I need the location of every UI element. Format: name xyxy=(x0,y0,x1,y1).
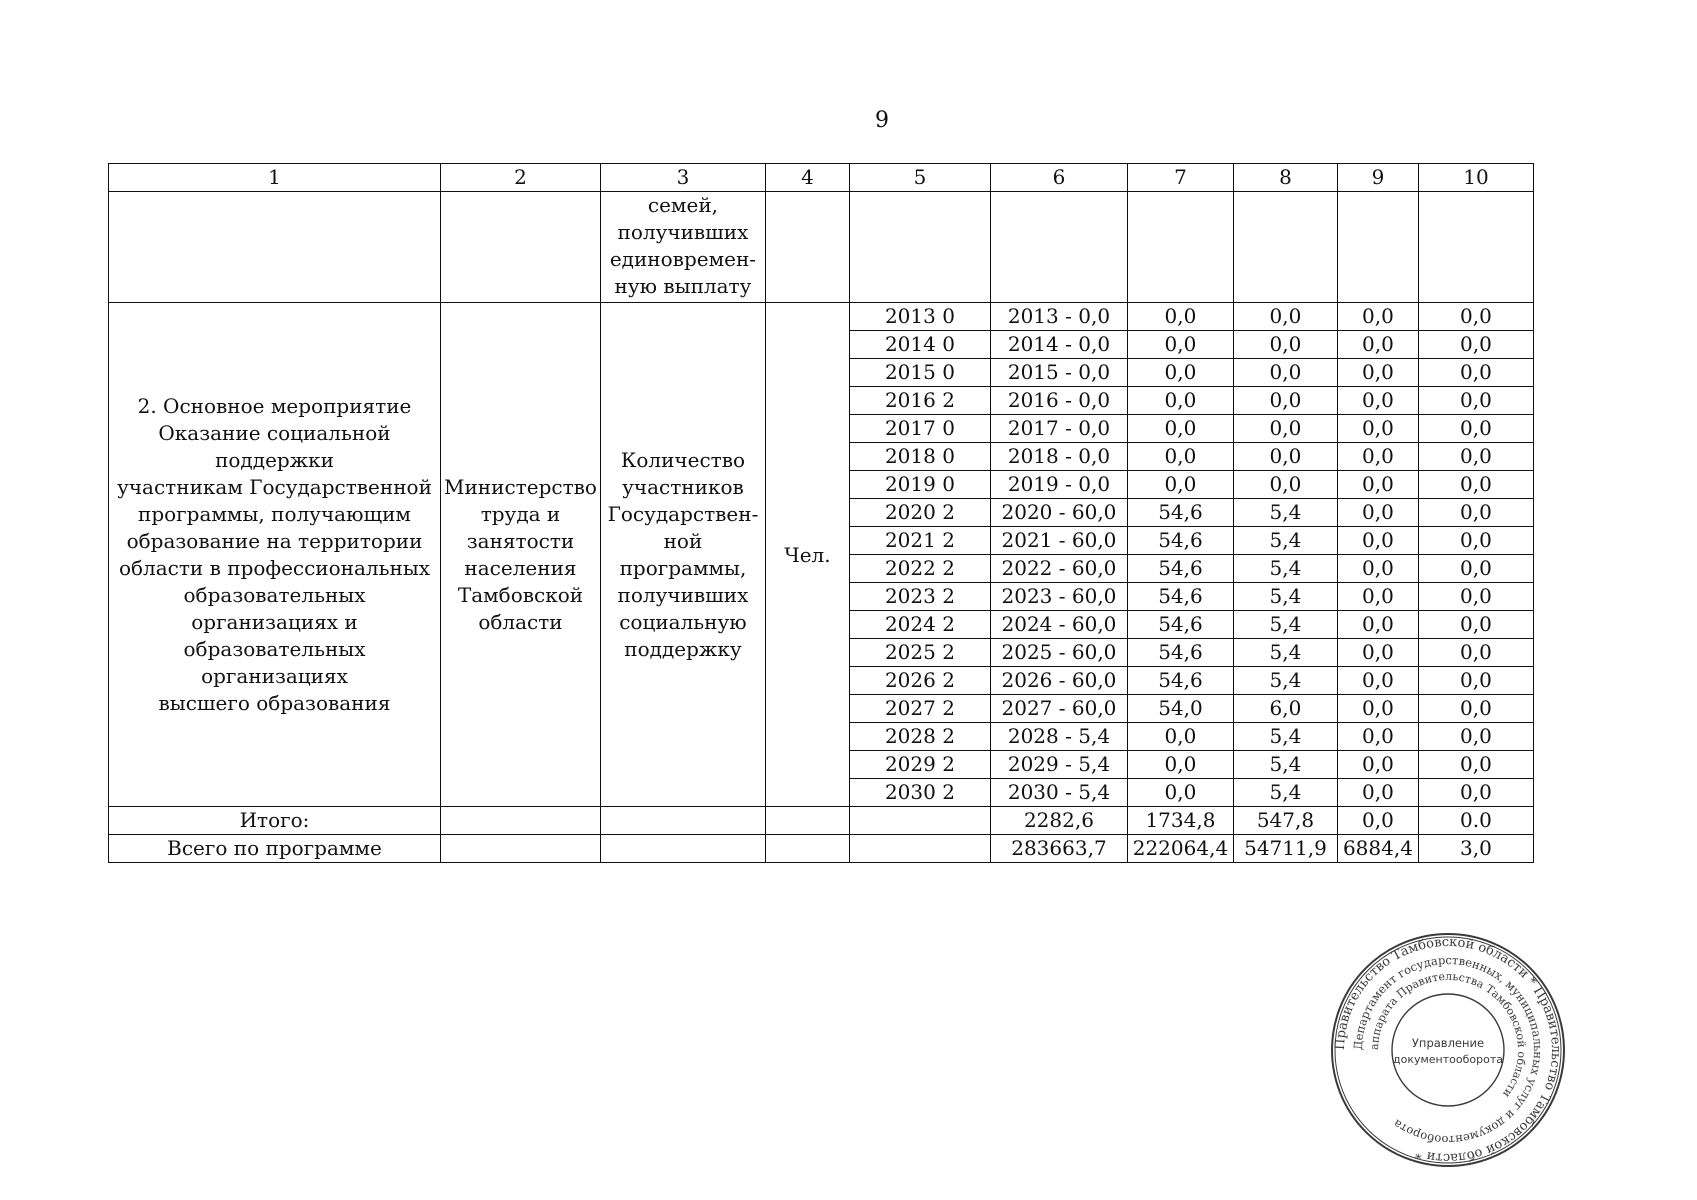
measure-name-cell: 2. Основное мероприятие Оказание социальной поддержки участникам Государственной программы, получающим образование на территории области в профессиональных образовательных организациях и образовательных организациях высшего образования xyxy=(109,303,441,807)
cell-col6: 2029 - 5,4 xyxy=(990,751,1127,779)
cell-col6: 2027 - 60,0 xyxy=(990,695,1127,723)
column-header: 9 xyxy=(1337,164,1418,192)
cell-col10: 0,0 xyxy=(1418,555,1533,583)
cell-col5: 2023 2 xyxy=(849,583,990,611)
cell-col5: 2020 2 xyxy=(849,499,990,527)
itogo-row xyxy=(109,807,1534,835)
vsego-col10: 3,0 xyxy=(1418,835,1533,863)
cell-col8: 5,4 xyxy=(1233,751,1337,779)
cell-col6: 2025 - 60,0 xyxy=(990,639,1127,667)
column-header: 6 xyxy=(990,164,1127,192)
cell-col7: 0,0 xyxy=(1127,751,1233,779)
indicator-cell: Количество участников Государствен- ной программы, получивших социальную поддержку xyxy=(600,303,765,807)
cell-col8: 0,0 xyxy=(1233,471,1337,499)
cell-col10: 0,0 xyxy=(1418,387,1533,415)
page-number: 9 xyxy=(875,108,889,133)
official-stamp xyxy=(1330,932,1566,1168)
cell-col6: 2024 - 60,0 xyxy=(990,611,1127,639)
cell-col7: 54,6 xyxy=(1127,499,1233,527)
cell-col5: 2014 0 xyxy=(849,331,990,359)
cell-col9: 0,0 xyxy=(1337,387,1418,415)
cell-col9: 0,0 xyxy=(1337,695,1418,723)
cell-col6: 2018 - 0,0 xyxy=(990,443,1127,471)
cell-col8: 0,0 xyxy=(1233,303,1337,331)
cell-col5: 2017 0 xyxy=(849,415,990,443)
cell-col9: 0,0 xyxy=(1337,303,1418,331)
cell-col8: 5,4 xyxy=(1233,667,1337,695)
cell-col10: 0,0 xyxy=(1418,303,1533,331)
itogo-col10: 0.0 xyxy=(1418,807,1533,835)
vsego-row xyxy=(109,835,1534,863)
cell-col7: 54,0 xyxy=(1127,695,1233,723)
cell-col7: 0,0 xyxy=(1127,779,1233,807)
stamp-middle-text: Департамент государственных, муниципальных услуг и документооборота xyxy=(1350,952,1546,1148)
cell-col9: 0,0 xyxy=(1337,611,1418,639)
cell-col6: 2019 - 0,0 xyxy=(990,471,1127,499)
vsego-col9: 6884,4 xyxy=(1337,835,1418,863)
cell-col8: 0,0 xyxy=(1233,387,1337,415)
cell-col9: 0,0 xyxy=(1337,527,1418,555)
cell-col7: 0,0 xyxy=(1127,471,1233,499)
cell-col7: 0,0 xyxy=(1127,443,1233,471)
cell-col7: 54,6 xyxy=(1127,667,1233,695)
cell-col6: 2022 - 60,0 xyxy=(990,555,1127,583)
cell-col7: 54,6 xyxy=(1127,555,1233,583)
cell-col8: 5,4 xyxy=(1233,583,1337,611)
itogo-col9: 0,0 xyxy=(1337,807,1418,835)
vsego-col6: 283663,7 xyxy=(990,835,1127,863)
cell-col10: 0,0 xyxy=(1418,443,1533,471)
cell-col10: 0,0 xyxy=(1418,723,1533,751)
cell-col7: 54,6 xyxy=(1127,611,1233,639)
column-header: 3 xyxy=(600,164,765,192)
cell-col9: 0,0 xyxy=(1337,415,1418,443)
cell-col9: 0,0 xyxy=(1337,359,1418,387)
cell-col5: 2015 0 xyxy=(849,359,990,387)
cell-col7: 0,0 xyxy=(1127,387,1233,415)
column-header: 8 xyxy=(1233,164,1337,192)
itogo-col6: 2282,6 xyxy=(990,807,1127,835)
cell-col5: 2026 2 xyxy=(849,667,990,695)
cell-col6: 2014 - 0,0 xyxy=(990,331,1127,359)
cell-col10: 0,0 xyxy=(1418,527,1533,555)
itogo-label: Итого: xyxy=(109,807,441,835)
cell-col6: 2017 - 0,0 xyxy=(990,415,1127,443)
cell-col5: 2018 0 xyxy=(849,443,990,471)
cell-col5: 2025 2 xyxy=(849,639,990,667)
program-table xyxy=(108,163,1534,863)
cell-col9: 0,0 xyxy=(1337,779,1418,807)
cell-col10: 0,0 xyxy=(1418,359,1533,387)
cell-col8: 5,4 xyxy=(1233,723,1337,751)
cell-col5: 2016 2 xyxy=(849,387,990,415)
continuation-indicator-cell: семей, получивших единовремен- ную выплату xyxy=(600,192,765,303)
cell-col8: 0,0 xyxy=(1233,443,1337,471)
cell-col10: 0,0 xyxy=(1418,471,1533,499)
column-header: 10 xyxy=(1418,164,1533,192)
cell-col7: 0,0 xyxy=(1127,303,1233,331)
vsego-col7: 222064,4 xyxy=(1127,835,1233,863)
cell-col7: 0,0 xyxy=(1127,723,1233,751)
cell-col10: 0,0 xyxy=(1418,583,1533,611)
stamp-outer-text: Правительство Тамбовской области * Правительство Тамбовской области * xyxy=(1332,934,1564,1166)
cell-col5: 2030 2 xyxy=(849,779,990,807)
cell-col8: 0,0 xyxy=(1233,415,1337,443)
cell-col7: 0,0 xyxy=(1127,331,1233,359)
executor-cell: Министерство труда и занятости населения Тамбовской области xyxy=(441,303,601,807)
stamp-center-line2: документооборота xyxy=(1393,1053,1503,1066)
cell-col9: 0,0 xyxy=(1337,751,1418,779)
cell-col6: 2028 - 5,4 xyxy=(990,723,1127,751)
column-header: 5 xyxy=(849,164,990,192)
column-header: 2 xyxy=(441,164,601,192)
cell-col10: 0,0 xyxy=(1418,695,1533,723)
cell-col10: 0,0 xyxy=(1418,639,1533,667)
cell-col9: 0,0 xyxy=(1337,667,1418,695)
cell-col10: 0,0 xyxy=(1418,331,1533,359)
cell-col6: 2016 - 0,0 xyxy=(990,387,1127,415)
cell-col6: 2015 - 0,0 xyxy=(990,359,1127,387)
cell-col9: 0,0 xyxy=(1337,723,1418,751)
cell-col9: 0,0 xyxy=(1337,443,1418,471)
cell-col6: 2023 - 60,0 xyxy=(990,583,1127,611)
itogo-col7: 1734,8 xyxy=(1127,807,1233,835)
cell-col8: 5,4 xyxy=(1233,611,1337,639)
cell-col7: 54,6 xyxy=(1127,583,1233,611)
cell-col6: 2013 - 0,0 xyxy=(990,303,1127,331)
cell-col7: 0,0 xyxy=(1127,415,1233,443)
cell-col8: 0,0 xyxy=(1233,359,1337,387)
stamp-inner-text: аппарата Правительства Тамбовской области xyxy=(1367,969,1529,1101)
cell-col9: 0,0 xyxy=(1337,471,1418,499)
cell-col8: 5,4 xyxy=(1233,555,1337,583)
cell-col5: 2024 2 xyxy=(849,611,990,639)
cell-col5: 2027 2 xyxy=(849,695,990,723)
continuation-row xyxy=(109,192,1534,303)
cell-col5: 2021 2 xyxy=(849,527,990,555)
cell-col6: 2030 - 5,4 xyxy=(990,779,1127,807)
cell-col6: 2021 - 60,0 xyxy=(990,527,1127,555)
cell-col10: 0,0 xyxy=(1418,779,1533,807)
stamp-center-line1: Управление xyxy=(1411,1036,1485,1050)
cell-col7: 54,6 xyxy=(1127,639,1233,667)
itogo-col8: 547,8 xyxy=(1233,807,1337,835)
cell-col6: 2020 - 60,0 xyxy=(990,499,1127,527)
cell-col9: 0,0 xyxy=(1337,583,1418,611)
cell-col10: 0,0 xyxy=(1418,751,1533,779)
header-row xyxy=(109,164,1534,192)
cell-col5: 2022 2 xyxy=(849,555,990,583)
cell-col8: 5,4 xyxy=(1233,527,1337,555)
column-header: 1 xyxy=(109,164,441,192)
table-row xyxy=(109,303,1534,331)
column-header: 4 xyxy=(765,164,849,192)
cell-col5: 2029 2 xyxy=(849,751,990,779)
cell-col9: 0,0 xyxy=(1337,639,1418,667)
cell-col9: 0,0 xyxy=(1337,331,1418,359)
cell-col8: 6,0 xyxy=(1233,695,1337,723)
cell-col10: 0,0 xyxy=(1418,499,1533,527)
cell-col5: 2013 0 xyxy=(849,303,990,331)
cell-col10: 0,0 xyxy=(1418,667,1533,695)
cell-col6: 2026 - 60,0 xyxy=(990,667,1127,695)
cell-col10: 0,0 xyxy=(1418,611,1533,639)
cell-col5: 2019 0 xyxy=(849,471,990,499)
cell-col8: 0,0 xyxy=(1233,331,1337,359)
cell-col7: 54,6 xyxy=(1127,527,1233,555)
column-header: 7 xyxy=(1127,164,1233,192)
cell-col8: 5,4 xyxy=(1233,499,1337,527)
cell-col8: 5,4 xyxy=(1233,639,1337,667)
cell-col9: 0,0 xyxy=(1337,499,1418,527)
cell-col5: 2028 2 xyxy=(849,723,990,751)
cell-col8: 5,4 xyxy=(1233,779,1337,807)
vsego-label: Всего по программе xyxy=(109,835,441,863)
vsego-col8: 54711,9 xyxy=(1233,835,1337,863)
cell-col9: 0,0 xyxy=(1337,555,1418,583)
cell-col10: 0,0 xyxy=(1418,415,1533,443)
unit-cell: Чел. xyxy=(765,303,849,807)
cell-col7: 0,0 xyxy=(1127,359,1233,387)
